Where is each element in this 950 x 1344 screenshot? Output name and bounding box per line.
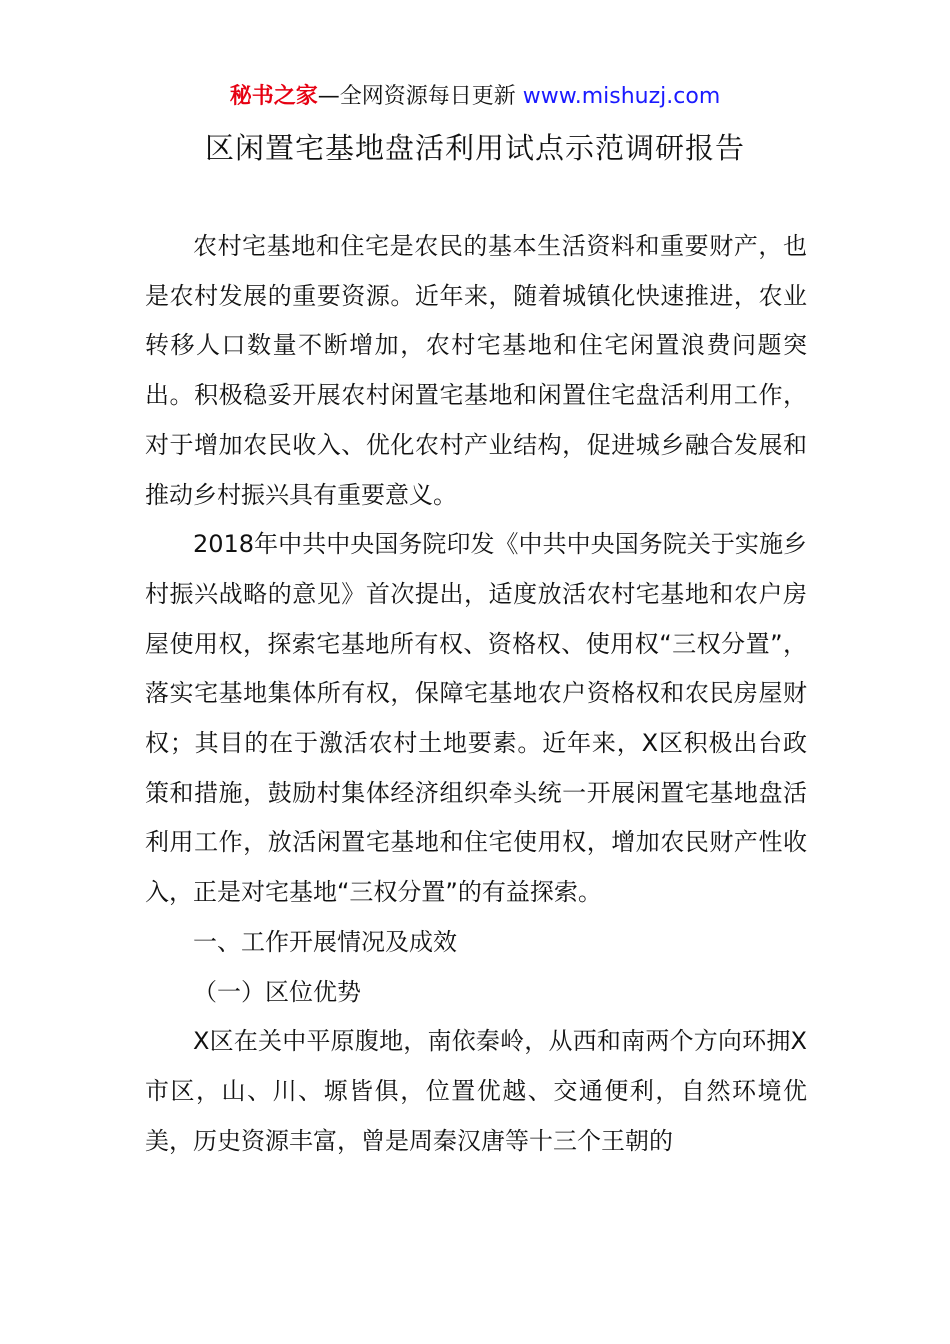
section-heading: 一、工作开展情况及成效: [193, 927, 457, 956]
paragraph-intro: 农村宅基地和住宅是农民的基本生活资料和重要财产，也是农村发展的重要资源。近年来，随着城镇化快速推进，农业转移人口数量不断增加，农村宅基地和住宅闲置浪费问题突出。积极稳妥开展农村闲置宅基地和闲置住宅盘活利用工作，对于增加农民收入、优化农村产业结构，促进城乡融合发展和推动乡村振兴具有重要意义。: [145, 232, 807, 509]
site-tagline: —全网资源每日更新: [317, 84, 523, 109]
subsection-heading: （一）区位优势: [193, 977, 361, 1006]
document-body: [145, 222, 807, 1166]
paragraph-location: X区在关中平原腹地，南依秦岭，从西和南两个方向环拥X市区，山、川、塬皆俱，位置优越、交通便利，自然环境优美，历史资源丰富，曾是周秦汉唐等十三个王朝的: [145, 1027, 807, 1155]
site-header: [0, 80, 950, 114]
site-url-link[interactable]: www.mishuzj.com: [522, 84, 721, 109]
document-title: 区闲置宅基地盘活利用试点示范调研报告: [204, 131, 745, 165]
site-brand: 秘书之家: [229, 84, 318, 109]
paragraph-policy: 2018年中共中央国务院印发《中共中央国务院关于实施乡村振兴战略的意见》首次提出，适度放活农村宅基地和农户房屋使用权，探索宅基地所有权、资格权、使用权“三权分置”，落实宅基地集体所有权，保障宅基地农户资格权和农民房屋财权；其目的在于激活农村土地要素。近年来，X区积极出台政策和措施，鼓励村集体经济组织牵头统一开展闲置宅基地盘活利用工作，放活闲置宅基地和住宅使用权，增加农民财产性收入，正是对宅基地“三权分置”的有益探索。: [145, 530, 807, 907]
